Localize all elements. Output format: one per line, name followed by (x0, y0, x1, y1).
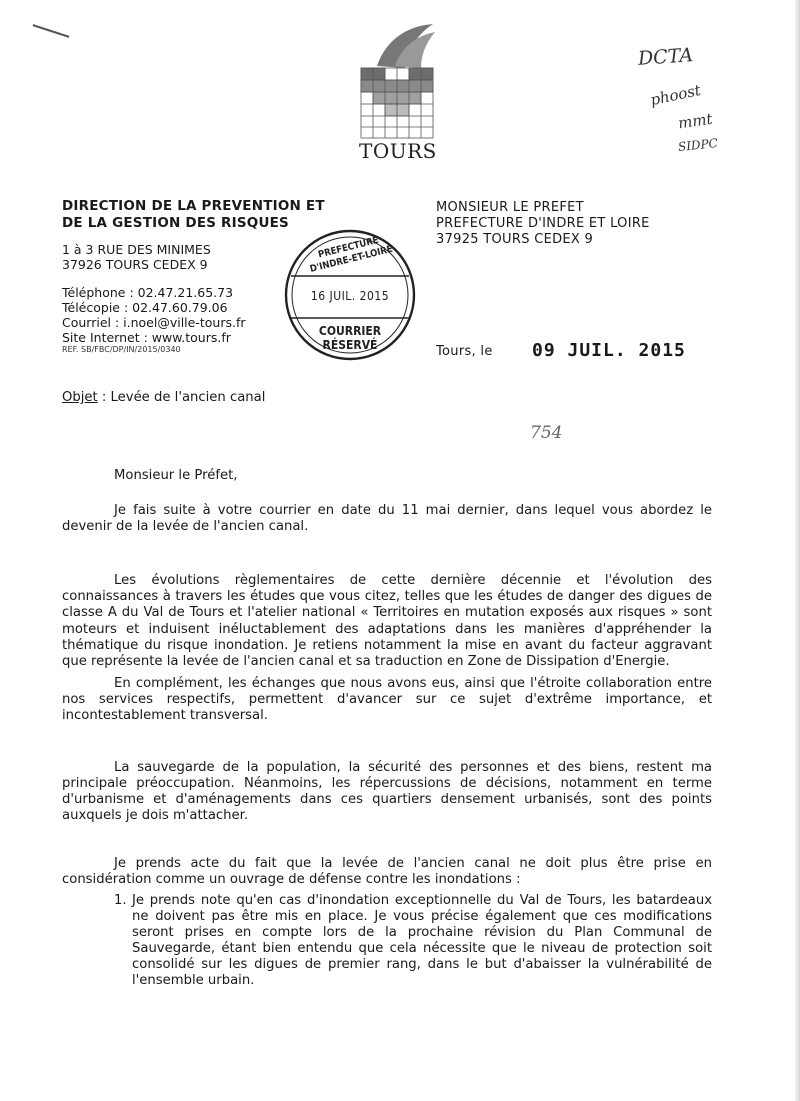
handwritten-number: 754 (530, 423, 563, 443)
stamp-bottom-line2: RÉSERVÉ (322, 338, 378, 352)
subject-label: Objet (62, 390, 98, 405)
salutation: Monsieur le Préfet, (114, 468, 238, 483)
handwritten-note-3: mmt (676, 109, 714, 133)
handwritten-note-1: DCTA (637, 44, 694, 70)
stamp-top-text: PREFECTURE D'INDRE-ET-LOIRE (308, 234, 394, 275)
list-item-number: 1. (114, 892, 127, 908)
recipient-line3: 37925 TOURS CEDEX 9 (436, 232, 594, 247)
sender-title-line2: DE LA GESTION DES RISQUES (62, 215, 289, 231)
list-item-text: Je prends note qu'en cas d'inondation exceptionnelle du Val de Tours, les batardeaux ne doivent pas être mis en place. Je vous précise également que ces modifications seront prises en compte lors de la prochaine révision du Plan Communal de Sauvegarde, étant bien entendu que cela nécessite que le niveau de protection soit consolidé sur les digues de premier rang, dans le but d'abaisser la vulnérabilité de l'ensemble urbain. (132, 892, 712, 989)
logo-wordmark: TOURS (359, 139, 437, 163)
scan-mark (33, 24, 70, 38)
prefecture-stamp (283, 228, 417, 362)
scan-edge (795, 0, 800, 1101)
sender-reference: REF. SB/FBC/DP/IN/2015/0340 (62, 345, 181, 354)
subject-text: : Levée de l'ancien canal (97, 390, 266, 405)
sender-phone: Téléphone : 02.47.21.65.73 (62, 285, 234, 300)
paragraph-2: Les évolutions règlementaires de cette dernière décennie et l'évolution des connaissances à travers les études que vous citez, telles que les études de danger des digues de classe A du Val de Tours et l'atelier national « Territoires en mutation exposés aux risques » sont moteurs et induisent inéluctablement des adaptations dans les manières d'appréhender la thématique du risque inondation. Je retiens notamment la mise en avant du facteur aggravant que représente la levée de l'ancien canal et sa traduction en Zone de Dissipation d'Energie. (62, 573, 712, 669)
sender-title-line1: DIRECTION DE LA PREVENTION ET (62, 198, 325, 214)
sender-website: Site Internet : www.tours.fr (62, 330, 231, 345)
paragraph-4: La sauvegarde de la population, la sécurité des personnes et des biens, restent ma principale préoccupation. Néanmoins, les répercussions de décisions, notamment en terme d'urbanisme et d'aménagements dans ces quartiers densement urbanisés, sont des points auxquels je dois m'attacher. (62, 760, 712, 824)
recipient-block (436, 200, 736, 248)
letter-body (62, 468, 712, 989)
sender-fax: Télécopie : 02.47.60.79.06 (62, 300, 228, 315)
paragraph-5: Je prends acte du fait que la levée de l'ancien canal ne doit plus être prise en considération comme un ouvrage de défense contre les inondations : (62, 855, 712, 887)
stamp-bottom-line1: COURRIER (318, 324, 382, 338)
date-line (436, 340, 716, 364)
date-prefix: Tours, le (436, 344, 493, 359)
stamp-date: 16 JUIL. 2015 (310, 289, 390, 303)
sender-address-line1: 1 à 3 RUE DES MINIMES (62, 242, 211, 257)
paragraph-1: Je fais suite à votre courrier en date du 11 mai dernier, dans lequel vous abordez le devenir de la levée de l'ancien canal. (62, 503, 712, 535)
date-value: 09 JUIL. 2015 (532, 340, 686, 361)
handwritten-note-4: SIDPC (677, 135, 719, 155)
list-item (62, 893, 712, 990)
sender-address-line2: 37926 TOURS CEDEX 9 (62, 257, 208, 272)
tours-logo (355, 22, 440, 162)
recipient-line2: PREFECTURE D'INDRE ET LOIRE (436, 216, 650, 231)
sender-email: Courriel : i.noel@ville-tours.fr (62, 315, 246, 330)
subject-line (62, 390, 265, 405)
recipient-line1: MONSIEUR LE PREFET (436, 200, 584, 215)
measures-list (62, 893, 712, 990)
handwritten-note-2: phoost (648, 80, 703, 110)
paragraph-3: En complément, les échanges que nous avons eus, ainsi que l'étroite collaboration entre nos services respectifs, permettent d'avancer sur ce sujet d'extrême importance, et incontestablement transversal. (62, 675, 712, 724)
tours-logo-icon (355, 22, 440, 140)
